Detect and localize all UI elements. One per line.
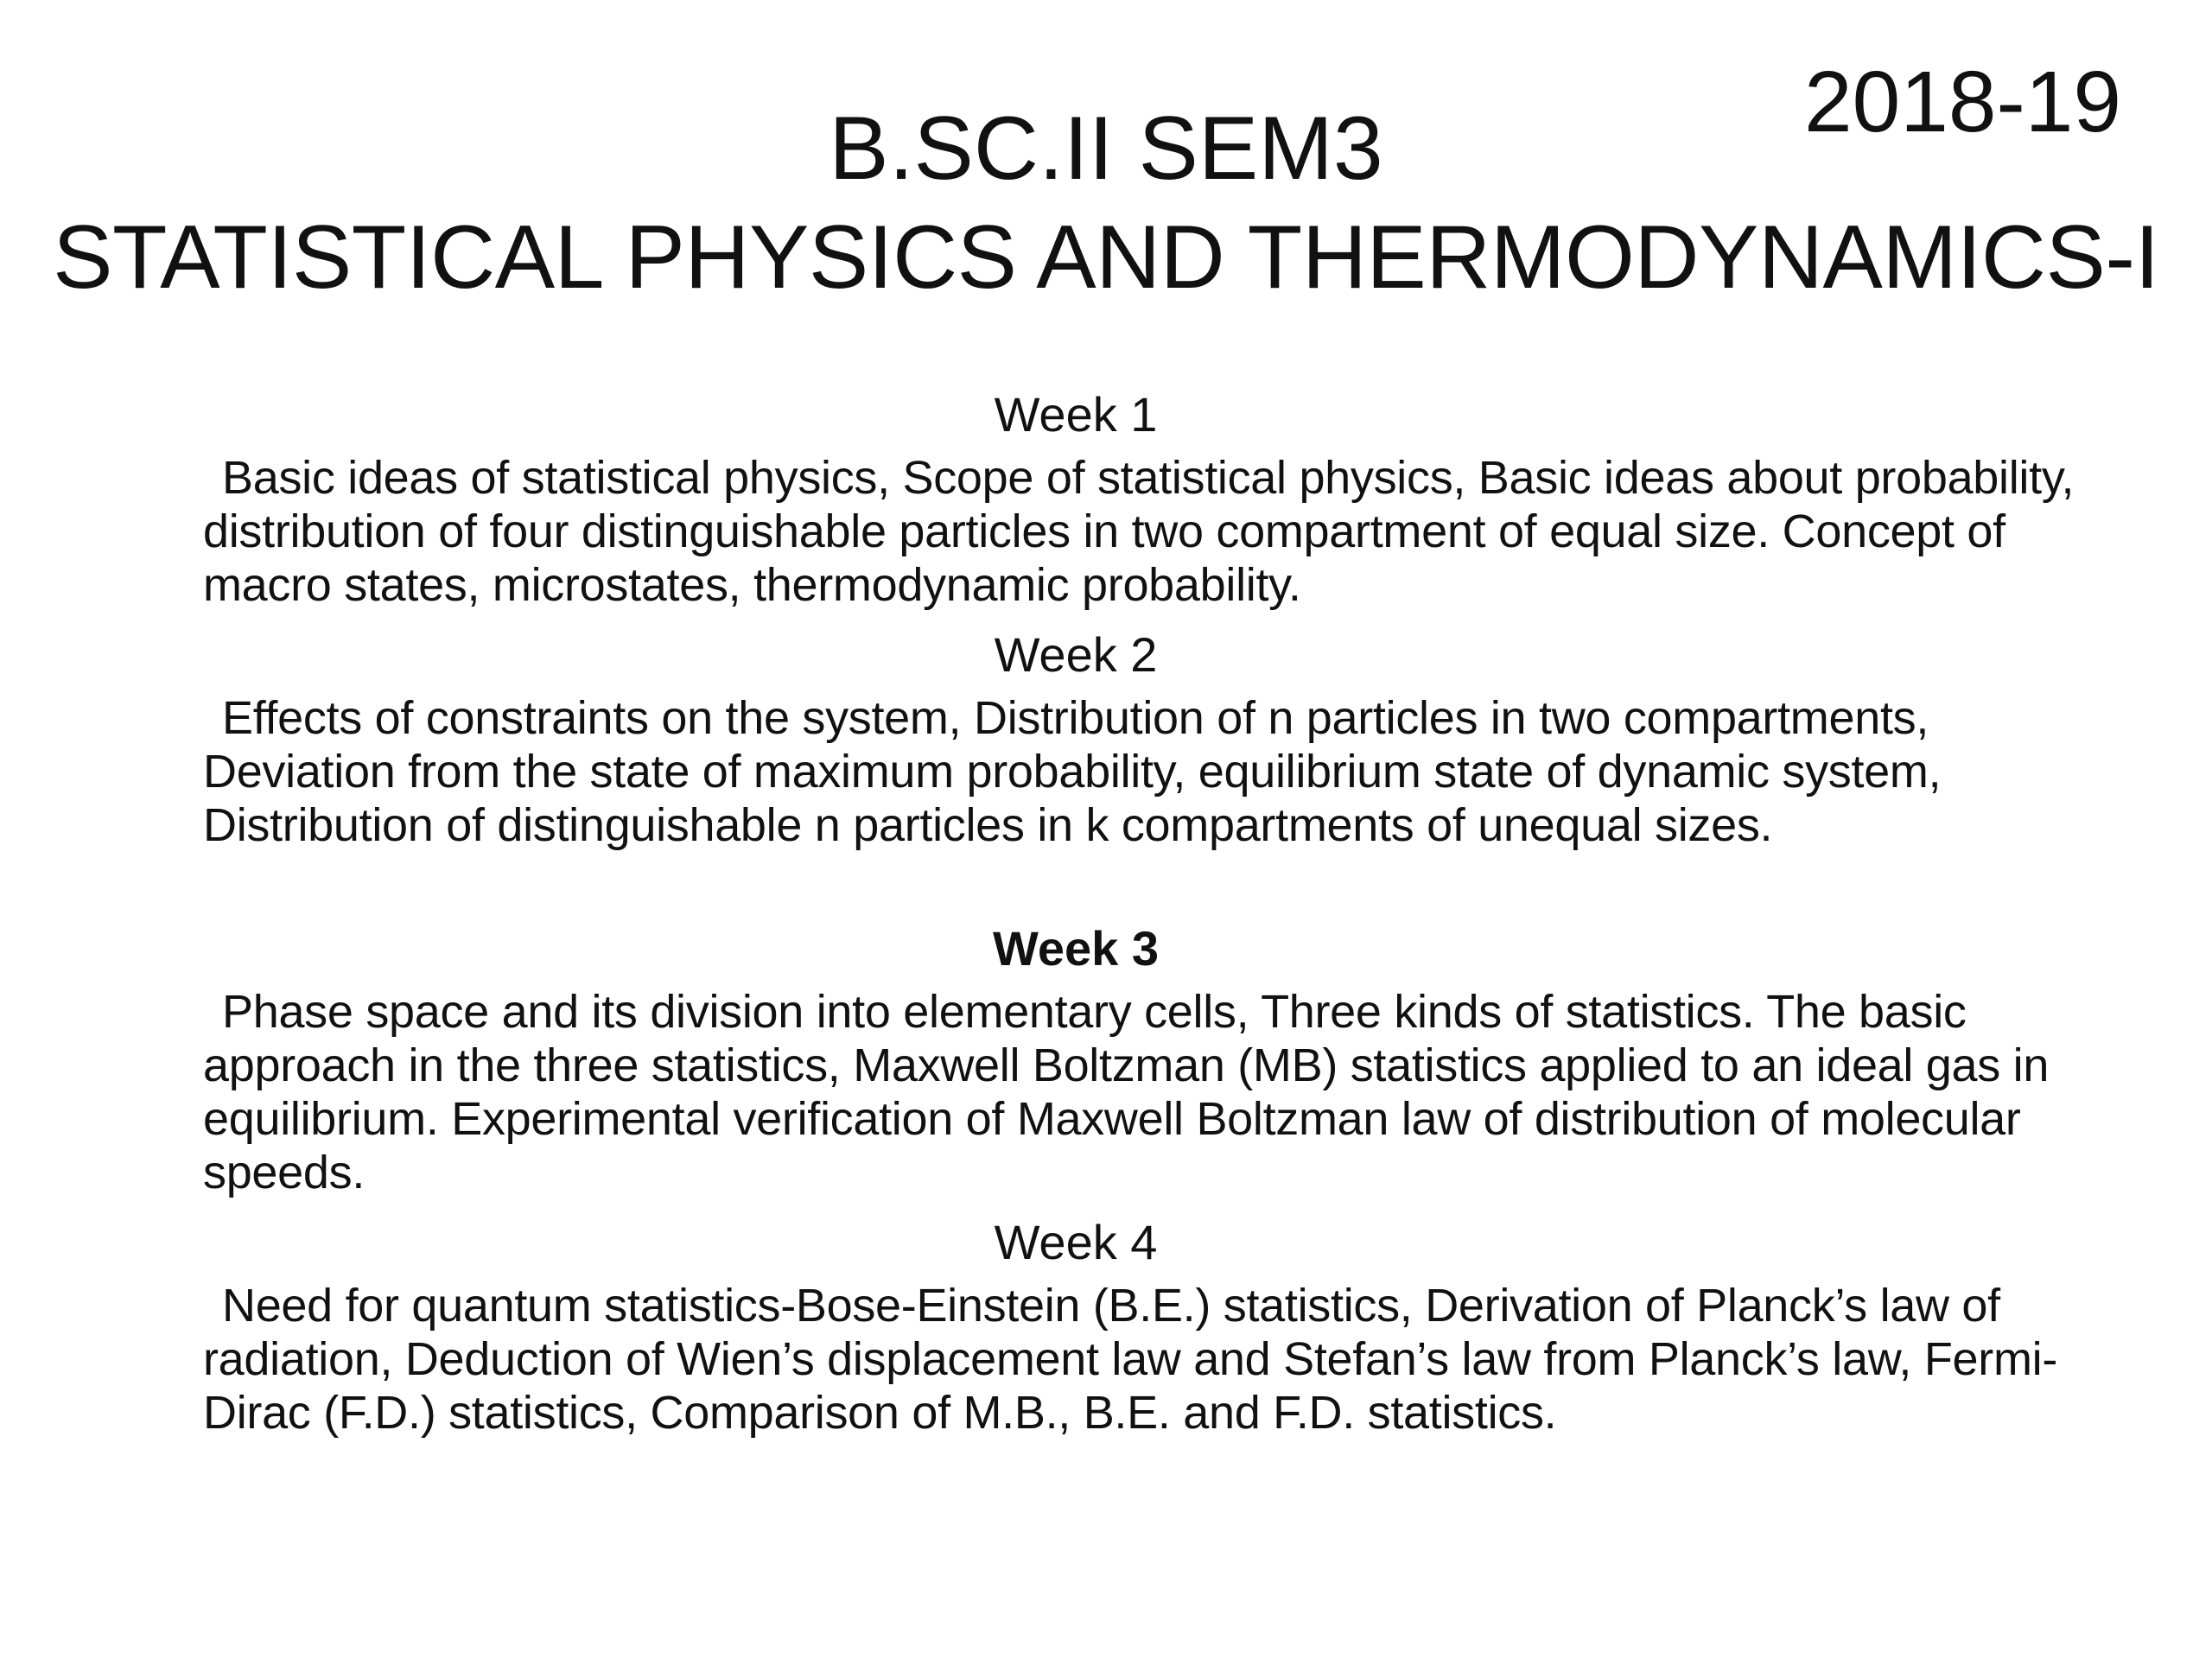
week-3-content: Phase space and its division into elementary cells, Three kinds of statistics. The basic approach in the three statistics, Maxwell Boltzman (MB) statistics applied to an ideal gas in equilibrium. Experimental verification of Maxwell Boltzman law of distribution of molecular speeds. xyxy=(203,986,2050,1198)
week-3-heading: Week 3 xyxy=(993,921,1159,976)
week-2-content: Effects of constraints on the system, Distribution of n particles in two compartments, Deviation from the state of maximum probability, equilibrium state of dynamic system, Distribution of distinguishable n particles in k compartments of unequal sizes. xyxy=(203,692,1942,851)
course-code-title: B.SC.II SEM3 xyxy=(829,99,1383,199)
week-4-content: Need for quantum statistics-Bose-Einstein (B.E.) statistics, Derivation of Planck’s law of radiation, Deduction of Wien’s displacement law and Stefan’s law from Planck’s law, Fermi-Dirac (F.D.) statistics, Comparison of M.B., B.E. and F.D. statistics. xyxy=(203,1280,2057,1439)
academic-year: 2018-19 xyxy=(1804,54,2121,150)
week-1-heading: Week 1 xyxy=(994,387,1158,442)
week-2-heading: Week 2 xyxy=(994,627,1158,682)
week-4-heading: Week 4 xyxy=(994,1215,1158,1269)
course-name-title: STATISTICAL PHYSICS AND THERMODYNAMICS-I xyxy=(53,207,2159,308)
week-1-content: Basic ideas of statistical physics, Scope of statistical physics, Basic ideas about probability, distribution of four distinguishable particles in two compartment of equal size. Concept of macro states, microstates, thermodynamic probability. xyxy=(203,452,2075,611)
